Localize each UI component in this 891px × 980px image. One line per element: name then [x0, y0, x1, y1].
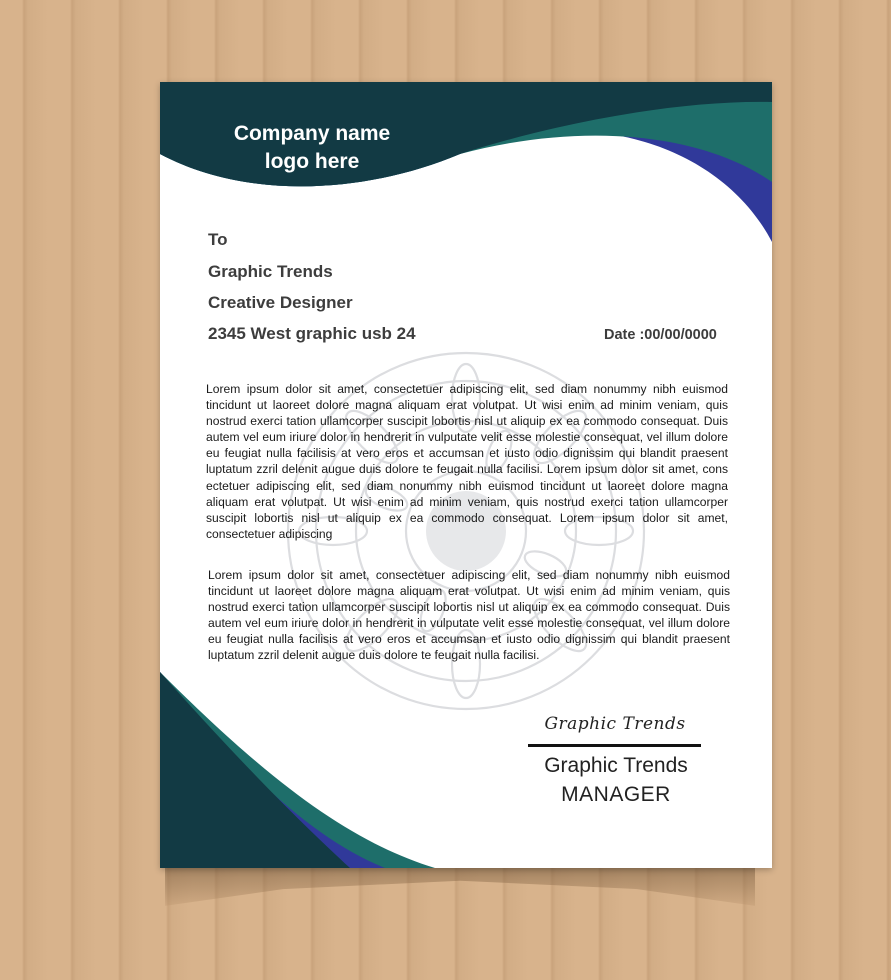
signature-script: Graphic Trends — [544, 714, 686, 734]
recipient-name: Graphic Trends — [208, 262, 333, 281]
signatory-name: Graphic Trends — [544, 754, 688, 777]
paper-shadow — [165, 866, 755, 908]
letter-date: Date :00/00/0000 — [604, 327, 717, 343]
company-logo-placeholder — [212, 120, 412, 176]
body-paragraph-2: Lorem ipsum dolor sit amet, consectetuer adipiscing elit, sed diam nonummy nibh euismod tincidunt ut laoreet dolore magna aliquam erat volutpat. Ut wisi enim ad minim veniam, quis nostrud exerci tation ullamcorper suscipit lobortis nisl ut aliquip ex ea commodo consequat. Duis autem vel eum iriure dolor in hendrerit in vulputate velit esse molestie consequat, vel illum dolore eu feugiat nulla facilisis at vero eros et accumsan et iusto odio dignissim qui blandit praesent luptatum zzril delenit augue duis dolore te feugait nulla facilisi. — [208, 568, 730, 663]
recipient-title: Creative Designer — [208, 293, 353, 312]
recipient-to-label: To — [208, 230, 228, 249]
letterhead-sheet — [160, 82, 772, 868]
signatory-title: MANAGER — [561, 783, 671, 806]
recipient-address: 2345 West graphic usb 24 — [208, 324, 416, 343]
company-logo-line-1: Company name — [233, 122, 391, 145]
signature-line — [528, 744, 701, 747]
company-logo-line-2: logo here — [264, 150, 360, 173]
body-paragraph-1: Lorem ipsum dolor sit amet, consectetuer adipiscing elit, sed diam nonummy nibh euismod tincidunt ut laoreet dolore magna aliquam erat volutpat. Ut wisi enim ad minim veniam, quis nostrud exerci tation ullamcorper suscipit lobortis nisl ut aliquip ex ea commodo consequat. Duis autem vel eum iriure dolor in hendrerit in vulputate velit esse molestie consequat, vel illum dolore eu feugiat nulla facilisis at vero eros et accumsan et iusto odio dignissim qui blandit praesent luptatum zzril delenit augue duis dolore te feugait nulla facilisi. Lorem ipsum dolor sit amet, cons ectetuer adipiscing elit, sed diam nonummy nibh euismod tincidunt ut laoreet dolore magna aliquam erat volutpat. Ut wisi enim ad minim veniam, quis nostrud exerci tation ullamcorper suscipit lobortis nisl ut aliquip ex ea commodo consequat. Lorem ipsum dolor sit amet, consectetuer adipiscing — [206, 382, 728, 541]
